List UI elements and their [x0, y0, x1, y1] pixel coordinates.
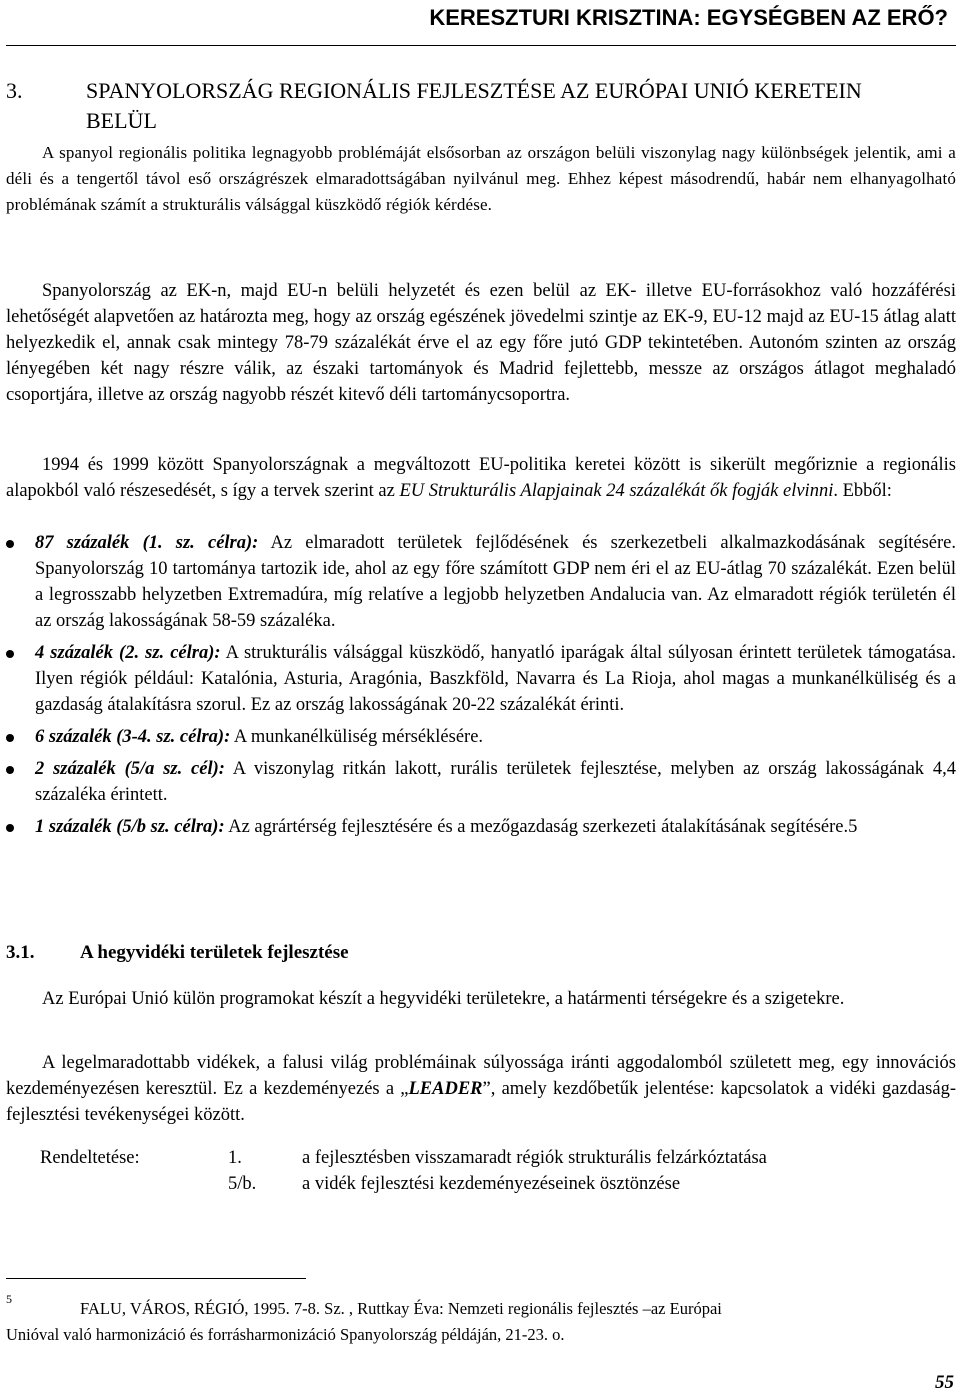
list-item-lead: 6 százalék (3-4. sz. célra): — [35, 727, 231, 747]
list-item — [6, 814, 956, 840]
paragraph-5-end: ”, amely kezdőbetűk jelentése: kapcsolatok a vidéki gazdaság-fejlesztési tevékenységei között. — [6, 1079, 957, 1125]
purpose-number: 5/b. — [228, 1174, 257, 1194]
purpose-text: a fejlesztésben visszamaradt régiók strukturális felzárkóztatása — [302, 1148, 767, 1168]
paragraph-4: Az Európai Unió külön programokat készít a hegyvidéki területekre, a határmenti térségekre és a szigetekre. — [42, 989, 845, 1009]
paragraph-5 — [6, 1050, 956, 1128]
purpose-row — [40, 1171, 940, 1197]
bullet-icon — [6, 650, 14, 658]
purpose-label: Rendeltetése: — [40, 1148, 140, 1168]
list-item-lead: 4 százalék (2. sz. célra): — [35, 643, 221, 663]
purpose-text: a vidék fejlesztési kezdeményezéseinek ösztönzése — [302, 1174, 681, 1194]
header-rule — [6, 45, 956, 46]
paragraph-3 — [6, 452, 956, 504]
page-number: 55 — [935, 1372, 954, 1393]
footnote-rule — [6, 1278, 306, 1279]
footnote-line-1: FALU, VÁROS, RÉGIÓ, 1995. 7-8. Sz. , Ruttkay Éva: Nemzeti regionális fejlesztés –az Európai — [80, 1299, 722, 1318]
paragraph-3-end: . Ebből: — [833, 481, 892, 501]
paragraph-3-start: 1994 és 1999 között Spanyolországnak a megváltozott EU-politika keretei között is sikerült megőriznie a regionális alapokból való részesedését, s így a tervek szerint az — [6, 455, 956, 501]
bullet-icon — [6, 766, 14, 774]
bullet-icon — [6, 734, 14, 742]
list-item-lead: 87 százalék (1. sz. célra): — [35, 533, 259, 553]
bullet-icon — [6, 824, 14, 832]
list-item — [6, 530, 956, 634]
list-item — [6, 756, 956, 808]
paragraph-3-italic: EU Strukturális Alapjainak 24 százalékát ők fogják elvinni — [399, 481, 834, 501]
paragraph-2: Spanyolország az EK-n, majd EU-n belüli helyzetét és ezen belül az EK- illetve EU-forrásokhoz való hozzáférési lehetőségét alapvetően az határozta meg, hogy az ország egészének jövedelmi szintje az EK-9, EU-12 majd az EU-15 átlag alatt helyezkedik el, annak csak mintegy 78-79 százalékát érve el az egy főre jutó GDP tekintetében. Autonóm szinten az ország lényegében két nagy részre válik, az északi tartományok és Madrid fejlettebb, messze az országos átlagot meghaladó csoportjára, illetve az ország nagyobb részét kitevő déli tartománycsoportra. — [6, 281, 956, 405]
list-item-text: Az agrártérség fejlesztésére és a mezőgazdaság szerkezeti átalakításának segítésére.5 — [224, 817, 858, 837]
allocation-list — [6, 530, 956, 846]
paragraph-1: A spanyol regionális politika legnagyobb problémáját elsősorban az országon belüli viszonylag nagy különbségek jelentik, ami a déli és a tengertől távol eső országrészek elmaradottságában nyilvánul meg. Ehhez képest másodrendű, habár nem elhanyagolható problémának számít a strukturális válsággal küszködő régiók kérdése. — [6, 143, 956, 214]
list-item — [6, 640, 956, 718]
subsection-title: A hegyvidéki területek fejlesztése — [80, 942, 349, 963]
document-page — [6, 0, 956, 1400]
list-item-text: A viszonylag ritkán lakott, rurális területek fejlesztése, melyben az ország lakosságának 4,4 százaléka érintett. — [35, 759, 956, 805]
bullet-icon — [6, 540, 14, 548]
purpose-list — [40, 1145, 940, 1197]
list-item-lead: 2 százalék (5/a sz. cél): — [35, 759, 225, 779]
section-number: 3. — [6, 78, 23, 103]
leader-term: LEADER — [408, 1079, 483, 1099]
paragraph-5-start: A legelmaradottabb vidékek, a falusi világ problémáinak súlyossága iránti aggodalomból született meg, egy innovációs kezdeményezésen keresztül. Ez a kezdeményezés a „ — [6, 1053, 956, 1099]
section-title: SPANYOLORSZÁG REGIONÁLIS FEJLESZTÉSE AZ EURÓPAI UNIÓ KERETEIN BELÜL — [86, 78, 862, 133]
list-item-text: A munkanélküliség mérséklésére. — [230, 727, 484, 747]
purpose-row — [40, 1145, 940, 1171]
running-header: KERESZTURI KRISZTINA: EGYSÉGBEN AZ ERŐ? — [429, 5, 948, 30]
subsection-number: 3.1. — [6, 942, 35, 963]
purpose-number: 1. — [228, 1148, 242, 1168]
footnote-line-2: Unióval való harmonizáció és forrásharmonizáció Spanyolország példáján, 21-23. o. — [6, 1325, 565, 1344]
footnote-mark: 5 — [6, 1292, 12, 1306]
list-item-text: Az elmaradott területek fejlődésének és szerkezetbeli alkalmazkodásának segítésére. Spanyolország 10 tartománya tartozik ide, ahol az egy főre számított GDP nem éri el az EU-átlag 70 százalékát. Ezen belül a legrosszabb helyzetben Extremadúra, míg relatíve a legjobb helyzetben Andalucia van. Az elmaradott régiók területén él az ország lakosságának 58-59 százaléka. — [35, 533, 957, 631]
list-item-text: A strukturális válsággal küszködő, hanyatló iparágak által súlyosan érintett területek támogatása. Ilyen régiók például: Katalónia, Asturia, Aragónia, Baszkföld, Navarra és La Rioja, ahol magas a munkanélküliség és a gazdaság átalakításra szorul. Ez az ország lakosságának 20-22 százalékát érinti. — [35, 643, 956, 715]
list-item-lead: 1 százalék (5/b sz. célra): — [35, 817, 225, 837]
list-item — [6, 724, 956, 750]
